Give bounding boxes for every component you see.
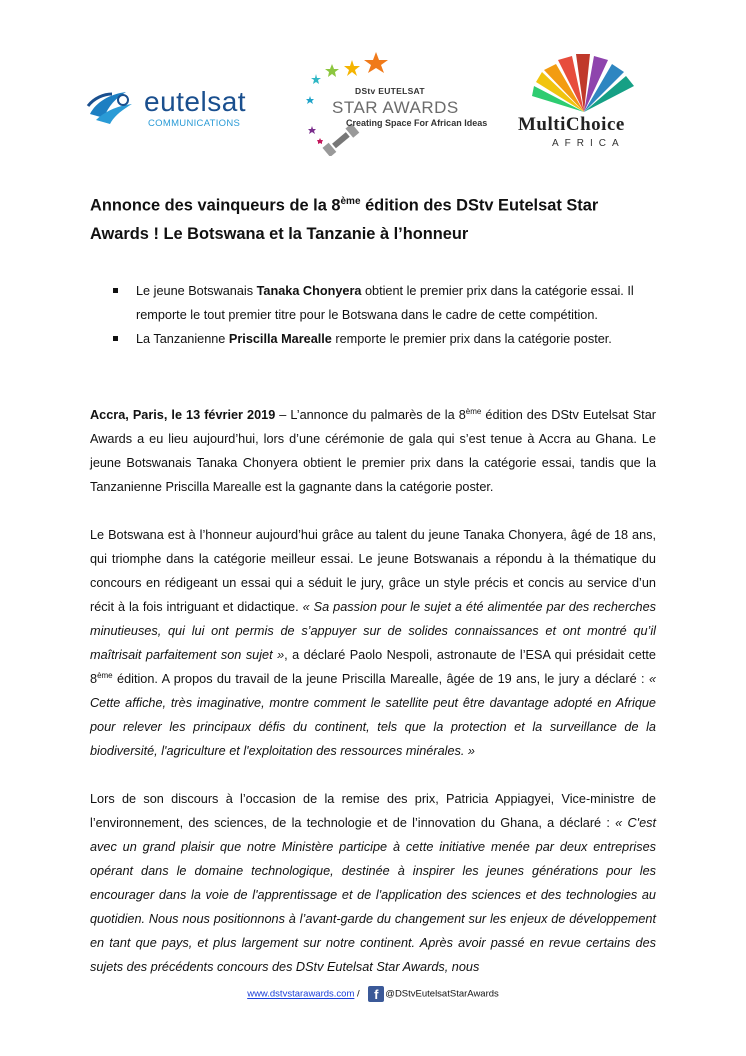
paragraph-text: Le Botswana est à l’honneur aujourd’hui grâce au talent du jeune Tanaka Chonyera, âgé de 18 ans, qui triomphe dans la catégorie meilleur essai. Le jeune Botswanais a répondu à la thématique du concours en rédigeant un essai qui a séduit le jury, grâce un style précis et concis au service d’un récit à la fois intriguant et didactique. bbox=[90, 528, 656, 614]
page-footer bbox=[0, 986, 746, 1002]
facebook-icon[interactable]: f bbox=[368, 986, 384, 1002]
bullet-square-icon bbox=[113, 288, 118, 293]
eutelsat-subtitle: COMMUNICATIONS bbox=[148, 118, 241, 129]
paragraph-3 bbox=[90, 787, 656, 979]
multichoice-logo bbox=[514, 52, 654, 162]
list-item bbox=[113, 327, 673, 351]
eutelsat-logo bbox=[86, 84, 276, 134]
paragraph-2 bbox=[90, 523, 656, 763]
eutelsat-wordmark: eutelsat bbox=[144, 86, 247, 117]
star-awards-logo bbox=[296, 46, 496, 156]
sup-text: ème bbox=[465, 406, 482, 416]
page-title bbox=[90, 187, 660, 249]
star-awards-small-label: DStv EUTELSAT bbox=[355, 86, 425, 96]
bullet-bold: Priscilla Marealle bbox=[228, 332, 332, 346]
paragraph-1 bbox=[90, 403, 656, 499]
bullet-square-icon bbox=[113, 336, 118, 341]
paragraph-text: édition. A propos du travail de la jeune Priscilla Marealle, âgée de 19 ans, le jury a déclaré : bbox=[112, 672, 649, 686]
star-awards-tagline: Creating Space For African Ideas bbox=[346, 118, 488, 128]
sup-text: ème bbox=[97, 670, 113, 680]
multichoice-fan-icon bbox=[514, 52, 654, 116]
paragraph-text: Lors de son discours à l’occasion de la remise des prix, Patricia Appiagyei, Vice-ministre de l’environnement, des sciences, de la technologie et de l’innovation du Ghana, a déclaré : bbox=[90, 792, 656, 830]
bullet-text: La Tanzanienne bbox=[136, 332, 229, 346]
title-part: édition des DStv Eutelsat Star bbox=[360, 196, 599, 215]
multichoice-wordmark: MultiChoice bbox=[518, 114, 625, 135]
bullet-bold: Tanaka Chonyera bbox=[256, 284, 362, 298]
paragraph-text: – L’annonce du palmarès de la 8 bbox=[275, 408, 466, 422]
list-item bbox=[113, 279, 673, 327]
title-part: Annonce des vainqueurs de la 8 bbox=[90, 196, 341, 215]
star-awards-big-label: STAR AWARDS bbox=[332, 98, 459, 117]
title-line-2: Awards ! Le Botswana et la Tanzanie à l’honneur bbox=[90, 225, 469, 244]
highlights-list bbox=[113, 279, 673, 351]
bullet-text: remporte le premier prix dans la catégorie poster. bbox=[331, 332, 612, 346]
website-link[interactable]: www.dstvstarawards.com bbox=[247, 988, 355, 1000]
paragraph-text: , a déclaré Paolo Nespoli, astronaute de l’ESA qui présidait cette 8 bbox=[90, 648, 656, 686]
quote-text: « Sa passion pour le sujet a été alimentée par des recherches minutieuses, qui lui ont permis de s’appuyer sur de solides connaissances et ont montré qu’il maîtrisait parfaitement son sujet » bbox=[90, 600, 656, 662]
bullet-text: Le jeune Botswanais bbox=[136, 284, 257, 298]
quote-text: « C'est avec un grand plaisir que notre Ministère participe à cette initiative menée par deux entreprises opérant dans le domaine technologique, destinée à inspirer les jeunes générations pour les encourager dans la voie de l'apprentissage et de l'application des sciences et des technologies au quotidien. Nous nous positionnons à l’avant-garde du changement sur les enjeux de développement en tant que pays, et plus largement sur notre continent. Après avoir passé en revue certains des sujets des précédents concours des DStv Eutelsat Star Awards, nous bbox=[90, 816, 656, 974]
multichoice-region: AFRICA bbox=[552, 138, 625, 149]
paragraph-text: édition des DStv Eutelsat Star Awards a eu lieu aujourd’hui, lors d’une cérémonie de gala qui s’est tenue à Accra au Ghana. Le jeune Botswanais Tanaka Chonyera obtient le premier prix dans la catégorie essai, tandis que la Tanzanienne Priscilla Marealle est la gagnante dans la catégorie poster. bbox=[90, 408, 656, 494]
facebook-handle: @DStvEutelsatStarAwards bbox=[385, 988, 499, 1000]
eutelsat-icon bbox=[86, 84, 138, 128]
dateline: Accra, Paris, le 13 février 2019 bbox=[90, 408, 276, 422]
quote-text: « Cette affiche, très imaginative, montre comment le satellite peut être davantage adopté en Afrique pour relever les principaux défis du continent, tels que la protection et la surveillance de la biodiversité, l'agriculture et l'exploitation des ressources minérales. » bbox=[90, 672, 656, 758]
footer-separator: / bbox=[354, 988, 363, 1000]
bullet-text: obtient le premier prix dans la catégorie essai. Il remporte le tout premier titre pour le Botswana dans le cadre de cette compétition. bbox=[136, 284, 634, 322]
title-sup: ème bbox=[340, 196, 361, 207]
logo-bar bbox=[0, 46, 746, 166]
